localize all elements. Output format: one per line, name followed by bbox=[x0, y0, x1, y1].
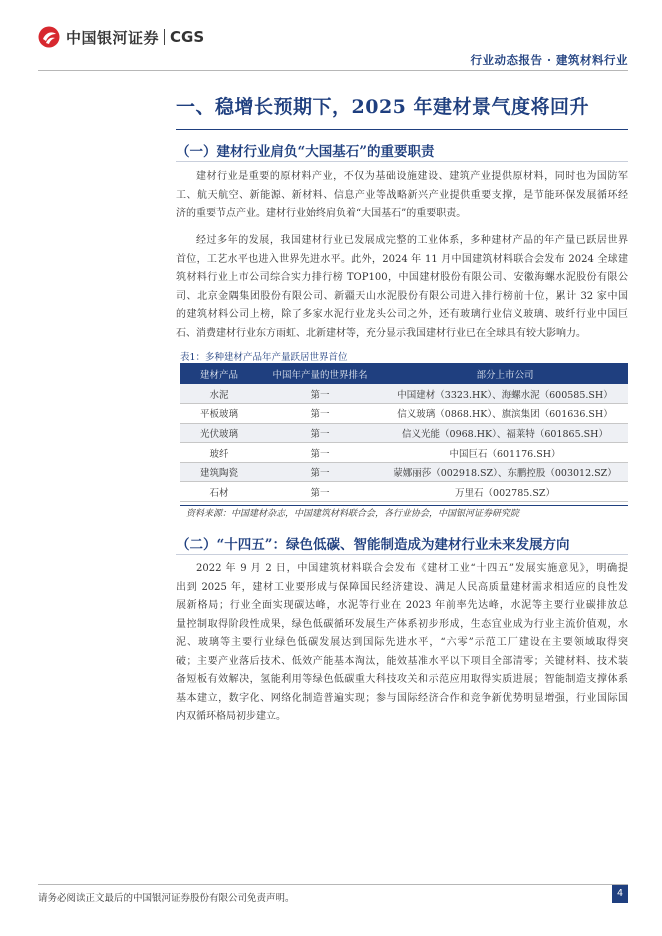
table-cell: 光伏玻璃 bbox=[180, 423, 258, 443]
section-title: 一、稳增长预期下，2025 年建材景气度将回升 bbox=[176, 96, 589, 118]
table-header-cell: 部分上市公司 bbox=[382, 363, 628, 384]
table-cell: 石材 bbox=[180, 482, 258, 502]
paragraph-line: 2022 年 9 月 2 日，中国建筑材料联合会发布《建材工业“十四五”发展实施意见》，明确提 bbox=[196, 563, 628, 574]
paragraph-line: 司、北京金隅集团股份有限公司、新疆天山水泥股份有限公司进入排行榜前十位，累计 32 家中国 bbox=[176, 290, 628, 302]
footer-divider bbox=[38, 884, 628, 885]
table-cell: 万里石（002785.SZ） bbox=[382, 482, 628, 502]
table-row bbox=[180, 404, 628, 424]
header-divider bbox=[38, 70, 628, 71]
table-cell: 建筑陶瓷 bbox=[180, 462, 258, 482]
table-header-cell: 建材产品 bbox=[180, 363, 258, 384]
page-header bbox=[0, 0, 662, 80]
paragraph-line: 备短板有效解决，氢能利用等绿色低碳重大科技攻关和示范应用取得实质进展；智能制造支撑体系 bbox=[176, 674, 628, 685]
table-row bbox=[180, 443, 628, 463]
table-cell: 第一 bbox=[258, 423, 382, 443]
table-header-cell: 中国年产量的世界排名 bbox=[258, 363, 382, 384]
table-cell: 平板玻璃 bbox=[180, 404, 258, 424]
footer-disclaimer: 请务必阅读正文最后的中国银河证券股份有限公司免责声明。 bbox=[38, 893, 295, 904]
section-title-divider bbox=[176, 129, 628, 130]
paragraph-line: 建材行业是重要的原材料产业，不仅为基础设施建设、建筑产业提供原材料，同时也为国防军 bbox=[196, 171, 628, 182]
paragraph-line: 泥、玻璃等主要行业绿色低碳发展达到国际先进水平，“六零”示范工厂建设在主要领域取得突 bbox=[176, 637, 628, 648]
table-cell: 第一 bbox=[258, 404, 382, 424]
logo-abbr: CGS bbox=[170, 28, 205, 46]
paragraph-line: 工、航天航空、新能源、新材料、信息产业等战略新兴产业提供重要支撑，是节能环保发展循环经 bbox=[176, 189, 628, 201]
table-cell: 第一 bbox=[258, 384, 382, 404]
subsection-divider-1 bbox=[176, 161, 628, 162]
paragraph-3 bbox=[176, 560, 628, 727]
table-cell: 玻纤 bbox=[180, 443, 258, 463]
table-cell: 第一 bbox=[258, 482, 382, 502]
paragraph-line: 的建筑材料公司上榜，除了多家水泥行业龙头公司之外，还有玻璃行业信义玻璃、玻纤行业中国巨 bbox=[176, 309, 628, 320]
paragraph-2 bbox=[176, 232, 628, 343]
table-cell: 第一 bbox=[258, 443, 382, 463]
table-cell: 信义光能（0968.HK）、福莱特（601865.SH） bbox=[382, 423, 628, 443]
table-source-note: 资料来源：中国建材杂志，中国建筑材料联合会，各行业协会，中国银河证券研究院 bbox=[186, 509, 520, 519]
production-ranking-table bbox=[180, 363, 628, 502]
paragraph-line: 破；主要产业落后技术、低效产能基本淘汰，能效基准水平以下项目全部清零；关键材料、技术装 bbox=[176, 655, 628, 667]
paragraph-line: 基本建立，数字化、网络化制造普遍实现；参与国际经济合作和竞争新优势明显增强，行业国际国 bbox=[176, 692, 628, 704]
table-row bbox=[180, 384, 628, 404]
paragraph-line: 经过多年的发展，我国建材行业已发展成完整的工业体系，多种建材产品的年产量已跃居世界 bbox=[196, 235, 628, 246]
paragraph-line: 展新格局；行业全面实现碳达峰，水泥等行业在 2023 年前率先达峰，水泥等主要行业碳排放总 bbox=[176, 600, 628, 611]
logo-mark-icon bbox=[38, 26, 60, 48]
logo-text: 中国银河证券 bbox=[66, 28, 160, 47]
table-row bbox=[180, 462, 628, 482]
table-cell: 中国巨石（601176.SH） bbox=[382, 443, 628, 463]
subsection-divider-2 bbox=[176, 554, 628, 555]
table-cell: 蒙娜丽莎（002918.SZ）、东鹏控股（003012.SZ） bbox=[382, 462, 628, 482]
paragraph-line: 内双循环格局初步建立。 bbox=[176, 711, 286, 722]
page-number: 4 bbox=[612, 885, 628, 903]
table-header-row bbox=[180, 363, 628, 384]
table-cell: 中国建材（3323.HK）、海螺水泥（600585.SH） bbox=[382, 384, 628, 404]
subsection-title-1: （一）建材行业肩负“大国基石”的重要职责 bbox=[176, 144, 435, 160]
paragraph-line: 石、消费建材行业东方雨虹、北新建材等，充分显示我国建材行业已在全球具有较大影响力。 bbox=[176, 327, 586, 339]
table-cell: 信义玻璃（0868.HK）、旗滨集团（601636.SH） bbox=[382, 404, 628, 424]
paragraph-1 bbox=[176, 168, 628, 224]
paragraph-line: 量控制取得阶段性成果，绿色低碳循环发展生产体系初步形成，生态宜业成为行业主流价值观，水 bbox=[176, 618, 628, 630]
table-cell: 第一 bbox=[258, 462, 382, 482]
paragraph-line: 筑材料行业上市公司综合实力排行榜 TOP100，中国建材股份有限公司、安徽海螺水泥股份有限公 bbox=[176, 272, 628, 283]
table-row bbox=[180, 423, 628, 443]
paragraph-line: 济的重要节点产业。建材行业始终肩负着“大国基石”的重要职责。 bbox=[176, 208, 467, 219]
table-caption: 表1：多种建材产品年产量跃居世界首位 bbox=[180, 352, 348, 363]
table-row bbox=[180, 482, 628, 502]
paragraph-line: 出到 2025 年，建材工业要形成与保障国民经济建设、满足人民高质量建材需求相适应的良性发 bbox=[176, 581, 628, 593]
subsection-title-2: （二）“十四五”：绿色低碳、智能制造成为建材行业未来发展方向 bbox=[176, 537, 570, 553]
company-logo bbox=[38, 26, 204, 48]
paragraph-line: 首位，工艺水平也进入世界先进水平。此外，2024 年 11 月中国建筑材料联合会发布 2024 全球建 bbox=[176, 253, 628, 265]
report-type: 行业动态报告 · 建筑材料行业 bbox=[470, 53, 628, 67]
logo-separator bbox=[164, 29, 165, 45]
table-cell: 水泥 bbox=[180, 384, 258, 404]
